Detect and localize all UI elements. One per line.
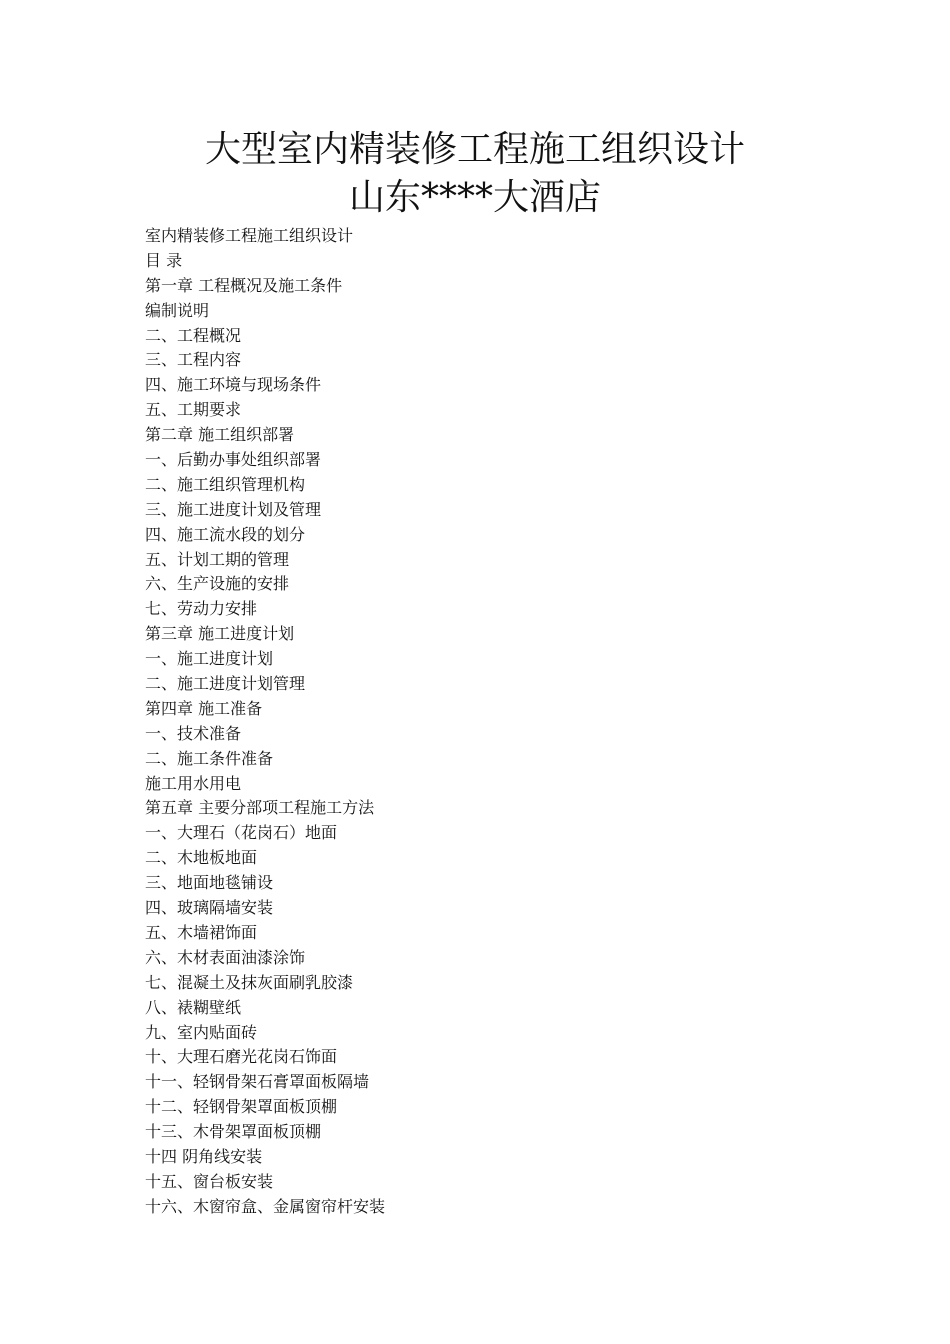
toc-line: 二、施工进度计划管理 xyxy=(145,674,306,694)
toc-line: 六、木材表面油漆涂饰 xyxy=(145,947,306,967)
document-title: 大型室内精装修工程施工组织设计 xyxy=(204,129,745,170)
toc-line: 一、施工进度计划 xyxy=(145,649,274,669)
toc-line: 第四章 施工准备 xyxy=(145,698,263,718)
toc-line: 室内精装修工程施工组织设计 xyxy=(145,226,354,245)
toc-line: 第五章 主要分部项工程施工方法 xyxy=(145,798,375,818)
toc-line: 五、工期要求 xyxy=(145,400,242,420)
toc-line: 一、后勤办事处组织部署 xyxy=(145,450,322,470)
toc-line: 五、木墙裙饰面 xyxy=(145,922,258,942)
toc-line: 十二、轻钢骨架罩面板顶棚 xyxy=(145,1097,338,1117)
toc-line: 十四 阴角线安装 xyxy=(145,1146,263,1166)
toc-line: 三、施工进度计划及管理 xyxy=(145,499,322,519)
toc-line: 八、裱糊壁纸 xyxy=(145,997,242,1017)
toc-line: 四、施工流水段的划分 xyxy=(145,524,306,544)
toc-line: 四、施工环境与现场条件 xyxy=(145,375,322,395)
toc-line: 十、大理石磨光花岗石饰面 xyxy=(145,1047,338,1067)
table-of-contents xyxy=(145,224,385,1220)
toc-line: 七、混凝土及抹灰面刷乳胶漆 xyxy=(145,972,354,992)
toc-line: 七、劳动力安排 xyxy=(145,599,258,619)
toc-line: 六、生产设施的安排 xyxy=(145,574,290,594)
toc-line: 编制说明 xyxy=(145,300,210,320)
toc-line: 十五、窗台板安装 xyxy=(145,1171,274,1191)
toc-line: 十一、轻钢骨架石膏罩面板隔墙 xyxy=(145,1072,370,1092)
toc-line: 十三、木骨架罩面板顶棚 xyxy=(145,1122,322,1142)
toc-line: 目 录 xyxy=(145,250,183,270)
toc-line: 第二章 施工组织部署 xyxy=(145,425,295,445)
toc-line: 三、地面地毯铺设 xyxy=(145,873,274,893)
toc-line: 施工用水用电 xyxy=(145,773,242,793)
toc-line: 二、施工组织管理机构 xyxy=(145,474,306,494)
toc-line: 九、室内贴面砖 xyxy=(145,1022,258,1042)
toc-line: 三、工程内容 xyxy=(145,350,242,370)
toc-line: 十六、木窗帘盒、金属窗帘杆安装 xyxy=(145,1196,386,1216)
toc-line: 四、玻璃隔墙安装 xyxy=(145,898,274,918)
toc-line: 二、工程概况 xyxy=(145,325,242,345)
toc-line: 二、木地板地面 xyxy=(145,848,258,868)
toc-line: 第三章 施工进度计划 xyxy=(145,624,295,644)
toc-line: 二、施工条件准备 xyxy=(145,748,274,768)
toc-line: 五、计划工期的管理 xyxy=(145,549,290,569)
toc-line: 一、技术准备 xyxy=(145,723,242,743)
toc-line: 一、大理石（花岗石）地面 xyxy=(145,823,338,843)
document-subtitle: 山东****大酒店 xyxy=(348,177,601,218)
toc-line: 第一章 工程概况及施工条件 xyxy=(145,275,343,295)
